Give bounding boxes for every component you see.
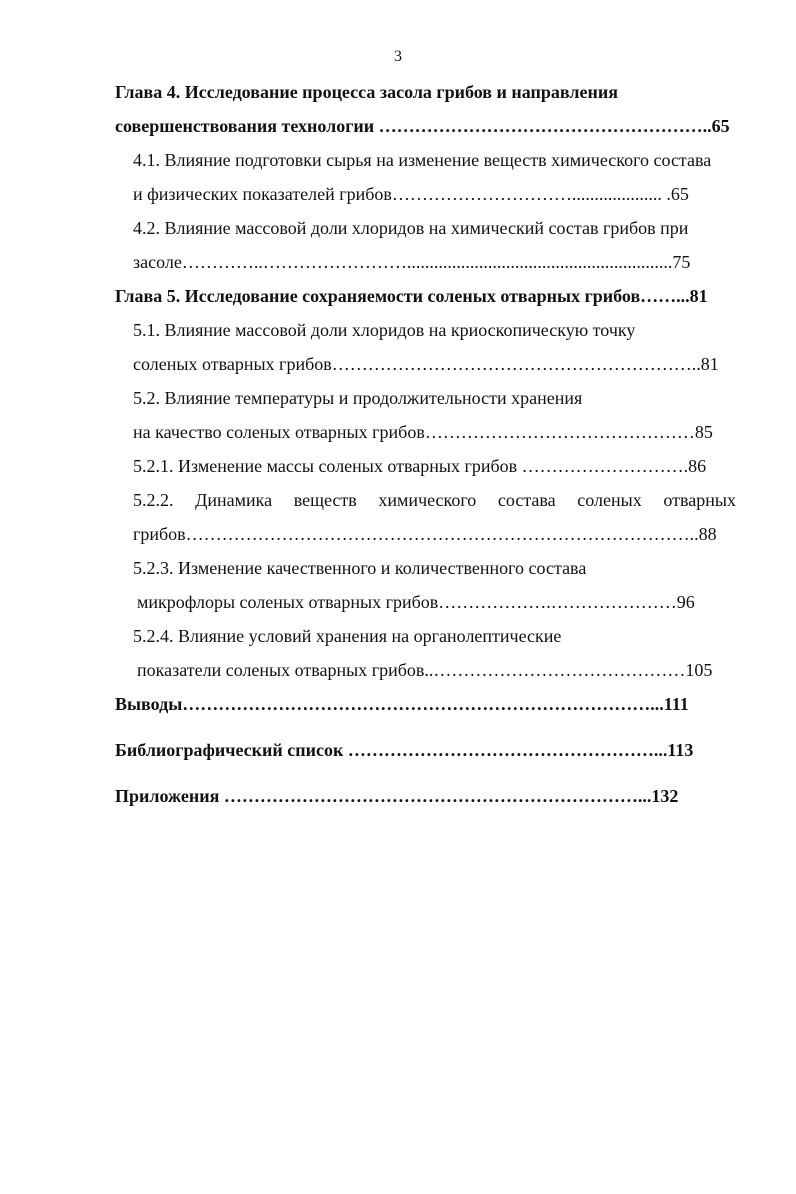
toc-section-5-1-continuation: соленых отварных грибов……………………………………………………..81: [133, 354, 719, 374]
toc-section-5-2: 5.2. Влияние температуры и продолжительности хранения: [133, 388, 583, 408]
toc-word: Динамика: [195, 490, 273, 510]
toc-bibliography: Библиографический список ……………………………………………...113: [115, 740, 694, 760]
toc-section-5-2-2-continuation: грибов…………………………………………………………………………..88: [133, 524, 717, 544]
toc-section-5-1: 5.1. Влияние массовой доли хлоридов на криоскопическую точку: [133, 320, 636, 340]
toc-word: соленых: [577, 490, 642, 510]
toc-section-5-2-4-continuation: показатели соленых отварных грибов..……………………………………105: [137, 660, 713, 680]
toc-chapter-4-title: Глава 4. Исследование процесса засола грибов и направления: [115, 82, 618, 102]
toc-chapter-5-title: Глава 5. Исследование сохраняемости соленых отварных грибов……...81: [115, 286, 708, 306]
toc-section-4-1: 4.1. Влияние подготовки сырья на изменение веществ химического состава: [133, 150, 712, 170]
toc-word: химического: [378, 490, 477, 510]
toc-section-5-2-continuation: на качество соленых отварных грибов………………………………………85: [133, 422, 713, 442]
toc-section-5-2-1: 5.2.1. Изменение массы соленых отварных грибов ……………………….86: [133, 456, 707, 476]
toc-section-5-2-3: 5.2.3. Изменение качественного и количественного состава: [133, 558, 587, 578]
toc-conclusions: Выводы……………………………………………………………………...111: [115, 694, 689, 714]
toc-appendices: Приложения ……………………………………………………………...132: [115, 786, 679, 806]
toc-word: веществ: [293, 490, 357, 510]
toc-section-4-2-continuation: засоле…………..……………………...........................................................75: [133, 252, 691, 272]
toc-chapter-4-continuation: совершенствования технологии ………………………………………………..65: [115, 116, 730, 136]
toc-word: отварных: [663, 490, 736, 510]
toc-word: 5.2.2.: [133, 490, 174, 510]
toc-section-4-1-continuation: и физических показателей грибов………………………….................... .65: [133, 184, 689, 204]
toc-section-4-2: 4.2. Влияние массовой доли хлоридов на химический состав грибов при: [133, 218, 689, 238]
toc-word: состава: [497, 490, 556, 510]
toc-section-5-2-2: [133, 484, 736, 516]
toc-section-5-2-3-continuation: микрофлоры соленых отварных грибов……………….…………………96: [137, 592, 695, 612]
page-number: 3: [394, 48, 402, 65]
toc-section-5-2-4: 5.2.4. Влияние условий хранения на органолептические: [133, 626, 562, 646]
